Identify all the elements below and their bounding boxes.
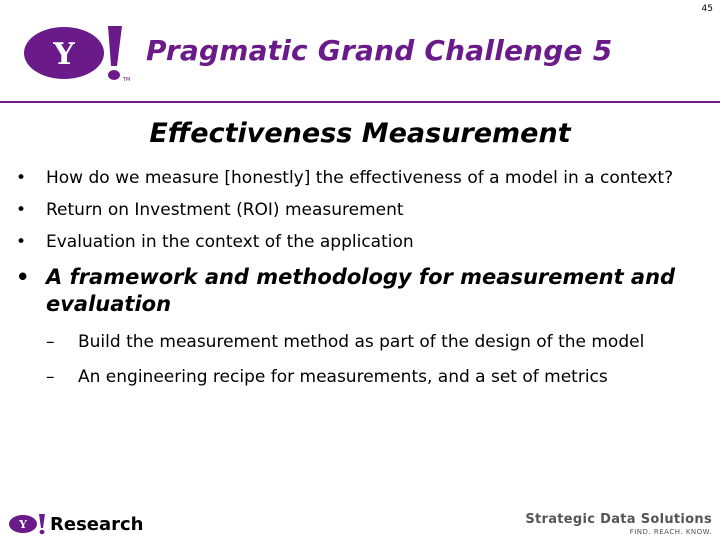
research-label: Research [50, 513, 144, 535]
yahoo-logo [20, 22, 132, 84]
sds-tagline: FIND. REACH. KNOW. [629, 528, 712, 536]
sub-bullet-text: An engineering recipe for measurements, and a set of metrics [78, 367, 608, 387]
yahoo-research-logo [8, 512, 144, 536]
dash-glyph: – [46, 332, 55, 352]
bullet-item [16, 200, 710, 221]
sds-name: Strategic Data Solutions [525, 512, 712, 527]
bullet-item [16, 168, 710, 189]
bullet-text: How do we measure [honestly] the effectiveness of a model in a context? [46, 168, 674, 188]
bullet-glyph: • [16, 265, 30, 289]
strategic-data-solutions-logo [525, 512, 712, 536]
sub-bullet-item [16, 367, 710, 388]
bullet-glyph: • [16, 168, 27, 188]
bullet-item-emphasis [16, 264, 710, 318]
bullet-glyph: • [16, 200, 27, 220]
bullet-text: Return on Investment (ROI) measurement [46, 200, 404, 220]
svg-text:Y: Y [19, 518, 27, 531]
page-number: 45 [701, 4, 713, 14]
bullet-item [16, 232, 710, 253]
bullet-text: Evaluation in the context of the application [46, 232, 414, 252]
bullet-text: A framework and methodology for measurement and evaluation [46, 265, 676, 316]
dash-glyph: – [46, 367, 55, 387]
slide-subtitle: Effectiveness Measurement [149, 118, 571, 149]
bullet-glyph: • [16, 232, 27, 252]
title-divider [0, 101, 720, 103]
slide-title: Pragmatic Grand Challenge 5 [146, 34, 613, 67]
yahoo-mini-logo-icon [8, 513, 48, 535]
bullet-list [16, 168, 710, 402]
svg-text:TM: TM [123, 77, 131, 83]
svg-text:Y: Y [53, 37, 75, 72]
sub-bullet-text: Build the measurement method as part of the design of the model [78, 332, 645, 352]
sub-bullet-item [16, 332, 710, 353]
